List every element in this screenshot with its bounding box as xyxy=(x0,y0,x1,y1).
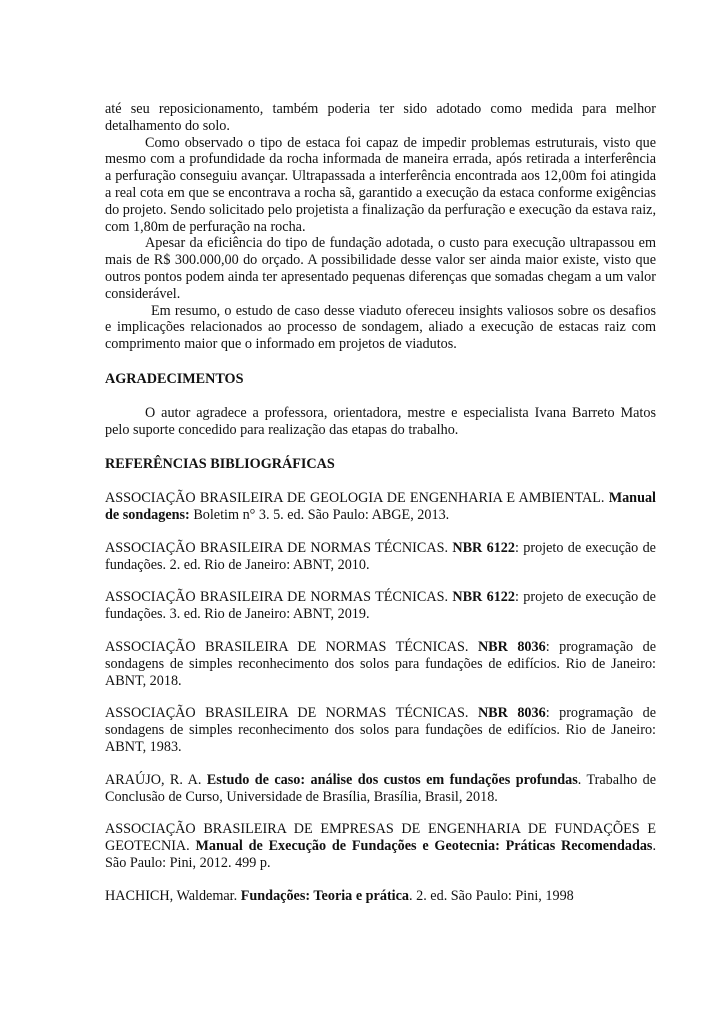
paragraph-pile-analysis: Como observado o tipo de estaca foi capaz de impedir problemas estruturais, visto que mesmo com a profundidade da rocha informada de maneira errada, após retirada a interferência a perfuração conseguiu avançar. Ultrapassada a interferência encontrada aos 12,00m foi atingida a real cota em que se encontrava a rocha sã, garantido a execução da estaca conforme exigências do projeto. Sendo solicitado pelo projetista a finalização da perfuração e execução da estava raiz, com 1,80m de perfuração na rocha. xyxy=(105,134,656,235)
body-text xyxy=(105,101,656,353)
acknowledgements-text: O autor agradece a professora, orientadora, mestre e especialista Ivana Barreto Matos pelo suporte concedido para realização das etapas do trabalho. xyxy=(105,404,656,438)
paragraph-continuation: até seu reposicionamento, também poderia ter sido adotado como medida para melhor detalhamento do solo. xyxy=(105,101,656,134)
references-heading: REFERÊNCIAS BIBLIOGRÁFICAS xyxy=(105,456,335,473)
paragraph-summary: Em resumo, o estudo de caso desse viaduto ofereceu insights valiosos sobre os desafios e implicações relacionados ao processo de sondagem, aliado a execução de estacas raiz com comprimento maior que o informado em projetos de viadutos. xyxy=(105,302,656,353)
reference-item: ASSOCIAÇÃO BRASILEIRA DE GEOLOGIA DE ENGENHARIA E AMBIENTAL. Manual de sondagens: Boletim n° 3. 5. ed. São Paulo: ABGE, 2013. xyxy=(105,490,656,523)
reference-item: ASSOCIAÇÃO BRASILEIRA DE NORMAS TÉCNICAS. NBR 8036: programação de sondagens de simples reconhecimento dos solos para fundações de edifícios. Rio de Janeiro: ABNT, 2018. xyxy=(105,638,656,689)
reference-item: ASSOCIAÇÃO BRASILEIRA DE NORMAS TÉCNICAS. NBR 6122: projeto de execução de fundações. 2. ed. Rio de Janeiro: ABNT, 2010. xyxy=(105,539,656,573)
reference-item: ASSOCIAÇÃO BRASILEIRA DE EMPRESAS DE ENGENHARIA DE FUNDAÇÕES E GEOTECNIA. Manual de Execução de Fundações e Geotecnia: Práticas Recomendadas. São Paulo: Pini, 2012. 499 p. xyxy=(105,821,656,871)
reference-item: ASSOCIAÇÃO BRASILEIRA DE NORMAS TÉCNICAS. NBR 6122: projeto de execução de fundações. 3. ed. Rio de Janeiro: ABNT, 2019. xyxy=(105,589,656,623)
acknowledgements-heading: AGRADECIMENTOS xyxy=(105,370,244,387)
reference-item: ARAÚJO, R. A. Estudo de caso: análise dos custos em fundações profundas. Trabalho de Conclusão de Curso, Universidade de Brasília, Brasília, Brasil, 2018. xyxy=(105,771,656,805)
reference-item: HACHICH, Waldemar. Fundações: Teoria e prática. 2. ed. São Paulo: Pini, 1998 xyxy=(105,887,574,904)
reference-item: ASSOCIAÇÃO BRASILEIRA DE NORMAS TÉCNICAS. NBR 8036: programação de sondagens de simples reconhecimento dos solos para fundações de edifícios. Rio de Janeiro: ABNT, 1983. xyxy=(105,705,656,755)
reference-list xyxy=(105,490,656,904)
paragraph-cost: Apesar da eficiência do tipo de fundação adotada, o custo para execução ultrapassou em mais de R$ 300.000,00 do orçado. A possibilidade desse valor ser ainda maior existe, visto que outros pontos podem ainda ter apresentado pequenas diferenças que somadas chegam a um valor considerável. xyxy=(105,235,656,302)
